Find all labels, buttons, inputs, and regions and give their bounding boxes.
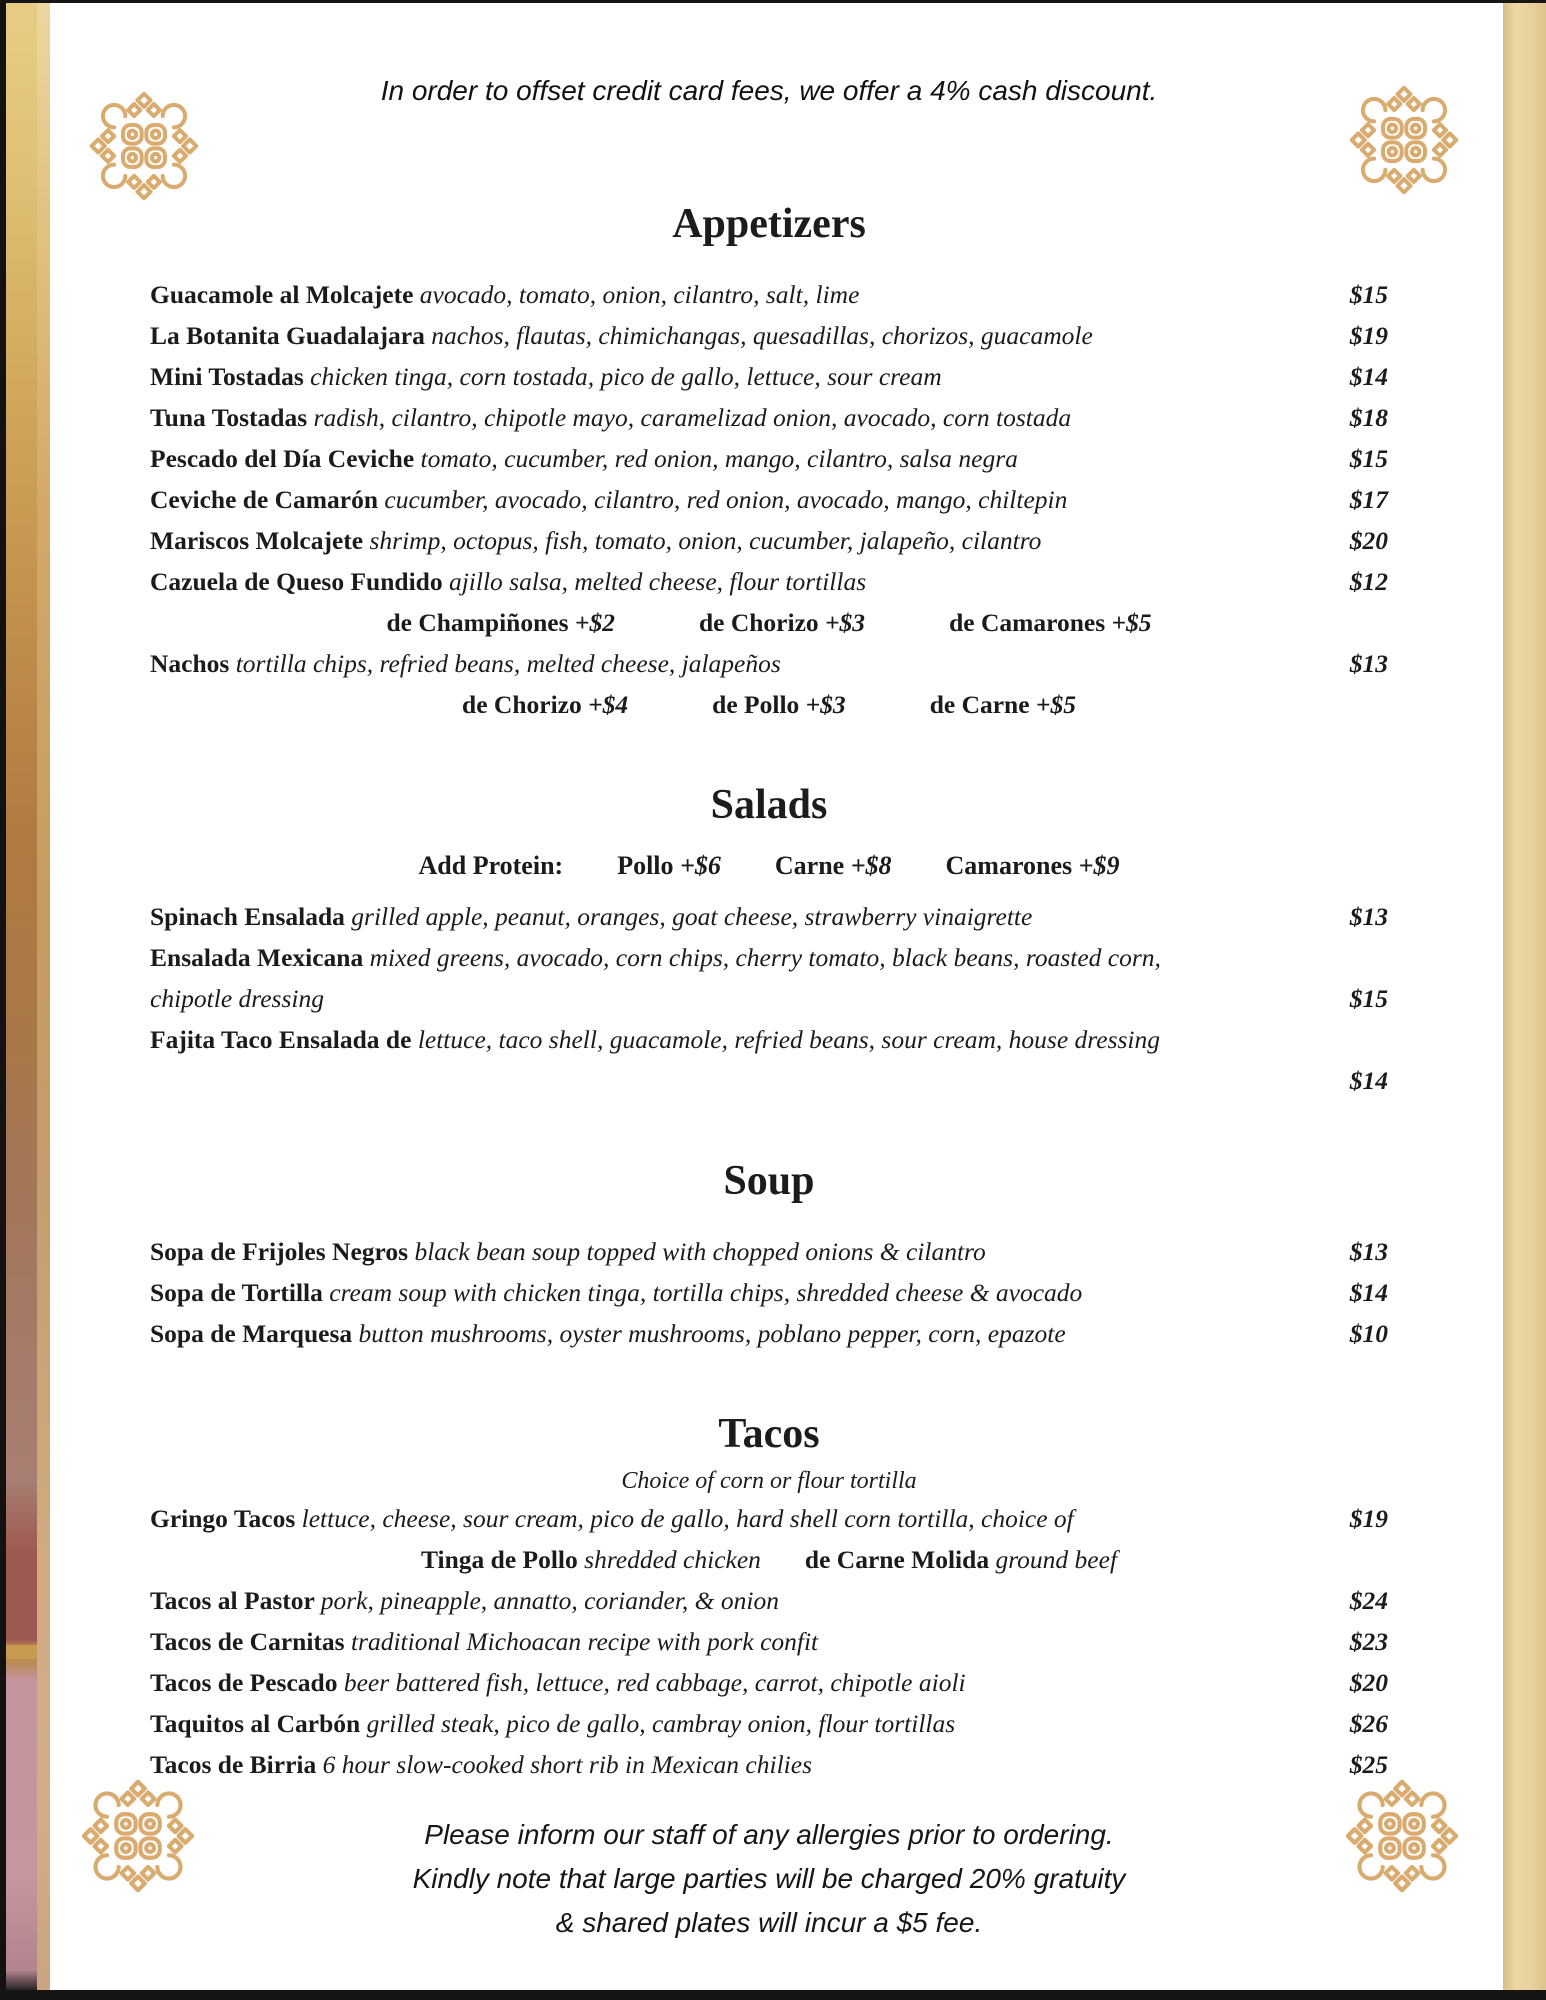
section-soup (150, 1157, 1388, 1354)
section-items (150, 274, 1388, 725)
menu-item-text (150, 561, 1350, 602)
item-price: $12 (1349, 567, 1388, 596)
addon-row (150, 602, 1388, 643)
menu-item-line (150, 1272, 1388, 1313)
menu-item (150, 561, 1388, 643)
addon-option-name: de Camarones (949, 608, 1112, 637)
sub-option-row (150, 1539, 1388, 1580)
menu-item-text (150, 1272, 1350, 1313)
item-name: Mariscos Molcajete (150, 526, 370, 555)
menu-item-line (150, 1744, 1388, 1785)
addon-option-name: de Chorizo (462, 690, 589, 719)
menu-item-line (150, 1703, 1388, 1744)
item-description: button mushrooms, oyster mushrooms, poblano pepper, corn, epazote (358, 1319, 1066, 1348)
item-description: cream soup with chicken tinga, tortilla chips, shredded cheese & avocado (329, 1278, 1083, 1307)
item-price: $14 (1349, 1066, 1388, 1095)
item-description: lettuce, cheese, sour cream, pico de gallo, hard shell corn tortilla, choice of (301, 1504, 1074, 1533)
item-name: La Botanita Guadalajara (150, 321, 432, 350)
footer-note (150, 1813, 1388, 1945)
left-photo-border (6, 0, 37, 2000)
item-price: $14 (1349, 362, 1388, 391)
menu-item (150, 896, 1388, 937)
addon-option (930, 684, 1076, 725)
item-price: $13 (1349, 649, 1388, 678)
item-description: pork, pineapple, annatto, coriander, & onion (320, 1586, 779, 1615)
menu-item-text (150, 1744, 1350, 1785)
item-description: beer battered fish, lettuce, red cabbage, carrot, chipotle aioli (343, 1668, 966, 1697)
menu-item-line (150, 1231, 1388, 1272)
menu-item-text (150, 643, 1350, 684)
menu-item-text (150, 397, 1350, 438)
menu-item-line (150, 356, 1388, 397)
item-price: $10 (1349, 1319, 1388, 1348)
item-price: $24 (1349, 1586, 1388, 1615)
item-price: $20 (1349, 1668, 1388, 1697)
addon-option-amount: +$3 (825, 608, 866, 637)
cash-discount-note: In order to offset credit card fees, we offer a 4% cash discount. (380, 75, 1158, 106)
protein-option-amount: +$6 (680, 851, 721, 880)
menu-item-line (150, 978, 1388, 1019)
section-subnote: Choice of corn or flour tortilla (621, 1468, 917, 1494)
addon-row (150, 684, 1388, 725)
addon-option-name: de Champiñones (386, 608, 575, 637)
menu-item-line (150, 1662, 1388, 1703)
protein-option-name: Camarones (945, 851, 1079, 880)
addon-option-amount: +$2 (574, 608, 615, 637)
item-description: lettuce, taco shell, guacamole, refried beans, sour cream, house dressing (417, 1025, 1161, 1054)
addon-option (712, 684, 846, 725)
menu-item-text (150, 315, 1350, 356)
bottom-photo-edge (0, 1990, 1546, 2000)
menu-item-text (150, 1580, 1350, 1621)
menu-item (150, 1231, 1388, 1272)
section-salads (150, 781, 1388, 1101)
item-name: Pescado del Día Ceviche (150, 444, 421, 473)
item-price: $15 (1349, 280, 1388, 309)
menu-item-line (150, 937, 1388, 978)
addon-option-name: de Pollo (712, 690, 806, 719)
section-tacos (150, 1410, 1388, 1785)
menu-item-line (150, 1019, 1388, 1060)
item-description: nachos, flautas, chimichangas, quesadillas, chorizos, guacamole (431, 321, 1093, 350)
addon-option-amount: +$5 (1035, 690, 1076, 719)
menu-item-line (150, 479, 1388, 520)
menu-item (150, 1621, 1388, 1662)
sub-option-desc: ground beef (995, 1545, 1118, 1574)
item-name: Tacos de Pescado (150, 1668, 344, 1697)
menu-item (150, 1580, 1388, 1621)
menu-item (150, 1498, 1388, 1580)
menu-item-text (150, 896, 1350, 937)
menu-item (150, 1019, 1388, 1101)
item-name: Tacos de Birria (150, 1750, 323, 1779)
item-price: $18 (1349, 403, 1388, 432)
section-title: Salads (710, 782, 828, 828)
sub-option-desc: shredded chicken (584, 1545, 761, 1574)
protein-option-name: Pollo (617, 851, 681, 880)
item-price: $19 (1349, 321, 1388, 350)
section-items (150, 896, 1388, 1101)
item-name: Ceviche de Camarón (150, 485, 385, 514)
footer-line: Kindly note that large parties will be charged 20% gratuity (412, 1863, 1126, 1894)
item-description: radish, cilantro, chipotle mayo, caramelizad onion, avocado, corn tostada (313, 403, 1072, 432)
menu-item-text (150, 1703, 1350, 1744)
item-name: Tuna Tostadas (150, 403, 314, 432)
menu-item-text (150, 1662, 1350, 1703)
item-description: ajillo salsa, melted cheese, flour tortillas (448, 567, 867, 596)
sub-option-name: Tinga de Pollo (420, 1545, 585, 1574)
menu-item (150, 356, 1388, 397)
menu-item-text (150, 356, 1350, 397)
menu-item-line (150, 1498, 1388, 1539)
item-price: $13 (1349, 1237, 1388, 1266)
menu-item-line (150, 1060, 1388, 1101)
menu-item (150, 1703, 1388, 1744)
item-price: $17 (1349, 485, 1388, 514)
item-description: chipotle dressing (150, 984, 324, 1013)
addon-option-amount: +$4 (588, 690, 629, 719)
protein-option (946, 845, 1120, 886)
menu-item (150, 937, 1388, 1019)
item-description: 6 hour slow-cooked short rib in Mexican chilies (322, 1750, 812, 1779)
menu-item-line (150, 561, 1388, 602)
sub-option (805, 1539, 1117, 1580)
item-name: Taquitos al Carbón (150, 1709, 367, 1738)
menu-item-text (150, 520, 1350, 561)
item-name: Guacamole al Molcajete (150, 280, 420, 309)
addon-option (699, 602, 865, 643)
item-description: chicken tinga, corn tostada, pico de gallo, lettuce, sour cream (310, 362, 942, 391)
add-protein-row (150, 845, 1388, 886)
item-description: avocado, tomato, onion, cilantro, salt, lime (419, 280, 860, 309)
item-name: Spinach Ensalada (150, 902, 352, 931)
menu-sections (150, 200, 1388, 1785)
menu-item-text (150, 274, 1350, 315)
menu-item-line (150, 397, 1388, 438)
item-name: Ensalada Mexicana (150, 943, 370, 972)
item-name: Mini Tostadas (150, 362, 311, 391)
addon-option-name: de Carne (929, 690, 1036, 719)
menu-item-text (150, 479, 1350, 520)
menu-item-line (150, 438, 1388, 479)
item-description: mixed greens, avocado, corn chips, cherry tomato, black beans, roasted corn, (369, 943, 1161, 972)
item-price: $19 (1349, 1504, 1388, 1533)
addon-option-name: de Chorizo (698, 608, 826, 637)
protein-option-amount: +$8 (850, 851, 892, 880)
menu-item-line (150, 520, 1388, 561)
item-price: $26 (1349, 1709, 1388, 1738)
menu-item (150, 479, 1388, 520)
addon-option (949, 602, 1151, 643)
left-gold-edge (37, 0, 50, 2000)
item-description: tomato, cucumber, red onion, mango, cilantro, salsa negra (420, 444, 1018, 473)
item-description: grilled steak, pico de gallo, cambray onion, flour tortillas (366, 1709, 956, 1738)
section-title: Soup (723, 1158, 815, 1204)
menu-item-line (150, 1580, 1388, 1621)
protein-option (775, 845, 892, 886)
item-price: $15 (1349, 984, 1388, 1013)
menu-item-text (150, 1621, 1350, 1662)
item-name: Tacos de Carnitas (150, 1627, 351, 1656)
menu-item-text (150, 1019, 1388, 1060)
sub-option-name: de Carne Molida (804, 1545, 996, 1574)
item-name: Tacos al Pastor (150, 1586, 321, 1615)
footer-line: & shared plates will incur a $5 fee. (555, 1907, 983, 1938)
menu-item (150, 274, 1388, 315)
item-price: $13 (1349, 902, 1388, 931)
item-price: $23 (1349, 1627, 1388, 1656)
item-price: $14 (1349, 1278, 1388, 1307)
menu-item-line (150, 896, 1388, 937)
item-price: $15 (1349, 444, 1388, 473)
menu-item-line (150, 643, 1388, 684)
item-description: black bean soup topped with chopped onions & cilantro (414, 1237, 986, 1266)
item-description: grilled apple, peanut, oranges, goat cheese, strawberry vinaigrette (351, 902, 1033, 931)
menu-item-text (150, 1313, 1350, 1354)
item-description: tortilla chips, refried beans, melted cheese, jalapeños (235, 649, 781, 678)
addon-option (386, 602, 615, 643)
menu-item (150, 315, 1388, 356)
section-title: Appetizers (672, 201, 866, 247)
menu-item-text (150, 1231, 1350, 1272)
menu-item-text (150, 438, 1350, 479)
protein-option-name: Carne (774, 851, 851, 880)
item-description: traditional Michoacan recipe with pork confit (350, 1627, 819, 1656)
menu-item (150, 1313, 1388, 1354)
menu-item-text (150, 937, 1388, 978)
menu-item-line (150, 315, 1388, 356)
item-description: shrimp, octopus, fish, tomato, onion, cucumber, jalapeño, cilantro (369, 526, 1042, 555)
menu-item-line (150, 1313, 1388, 1354)
item-name: Sopa de Frijoles Negros (150, 1237, 415, 1266)
addon-option (462, 684, 628, 725)
sub-option (421, 1539, 761, 1580)
addon-option-amount: +$3 (805, 690, 846, 719)
section-appetizers (150, 200, 1388, 725)
item-name: Gringo Tacos (150, 1504, 302, 1533)
menu-item (150, 397, 1388, 438)
item-name: Sopa de Tortilla (150, 1278, 330, 1307)
section-items (150, 1231, 1388, 1354)
menu-item-text (150, 978, 1350, 1019)
menu-content (150, 0, 1388, 1945)
menu-item-text (150, 1498, 1350, 1539)
section-title: Tacos (718, 1411, 820, 1457)
menu-item-line (150, 1621, 1388, 1662)
right-gold-edge (1503, 0, 1546, 2000)
item-name: Fajita Taco Ensalada de (150, 1025, 418, 1054)
item-price: $25 (1349, 1750, 1388, 1779)
addon-option-amount: +$5 (1111, 608, 1152, 637)
item-name: Sopa de Marquesa (150, 1319, 359, 1348)
menu-item (150, 520, 1388, 561)
item-name: Cazuela de Queso Fundido (150, 567, 449, 596)
menu-item (150, 438, 1388, 479)
protein-option (617, 845, 721, 886)
menu-item (150, 1662, 1388, 1703)
protein-option-amount: +$9 (1078, 851, 1120, 880)
item-price: $20 (1349, 526, 1388, 555)
add-protein-label: Add Protein: (418, 851, 564, 880)
section-items (150, 1498, 1388, 1785)
footer-line: Please inform our staff of any allergies prior to ordering. (424, 1819, 1114, 1850)
item-name: Nachos (150, 649, 236, 678)
menu-item (150, 643, 1388, 725)
menu-item (150, 1272, 1388, 1313)
item-description: cucumber, avocado, cilantro, red onion, avocado, mango, chiltepin (384, 485, 1068, 514)
menu-item-line (150, 274, 1388, 315)
menu-item (150, 1744, 1388, 1785)
